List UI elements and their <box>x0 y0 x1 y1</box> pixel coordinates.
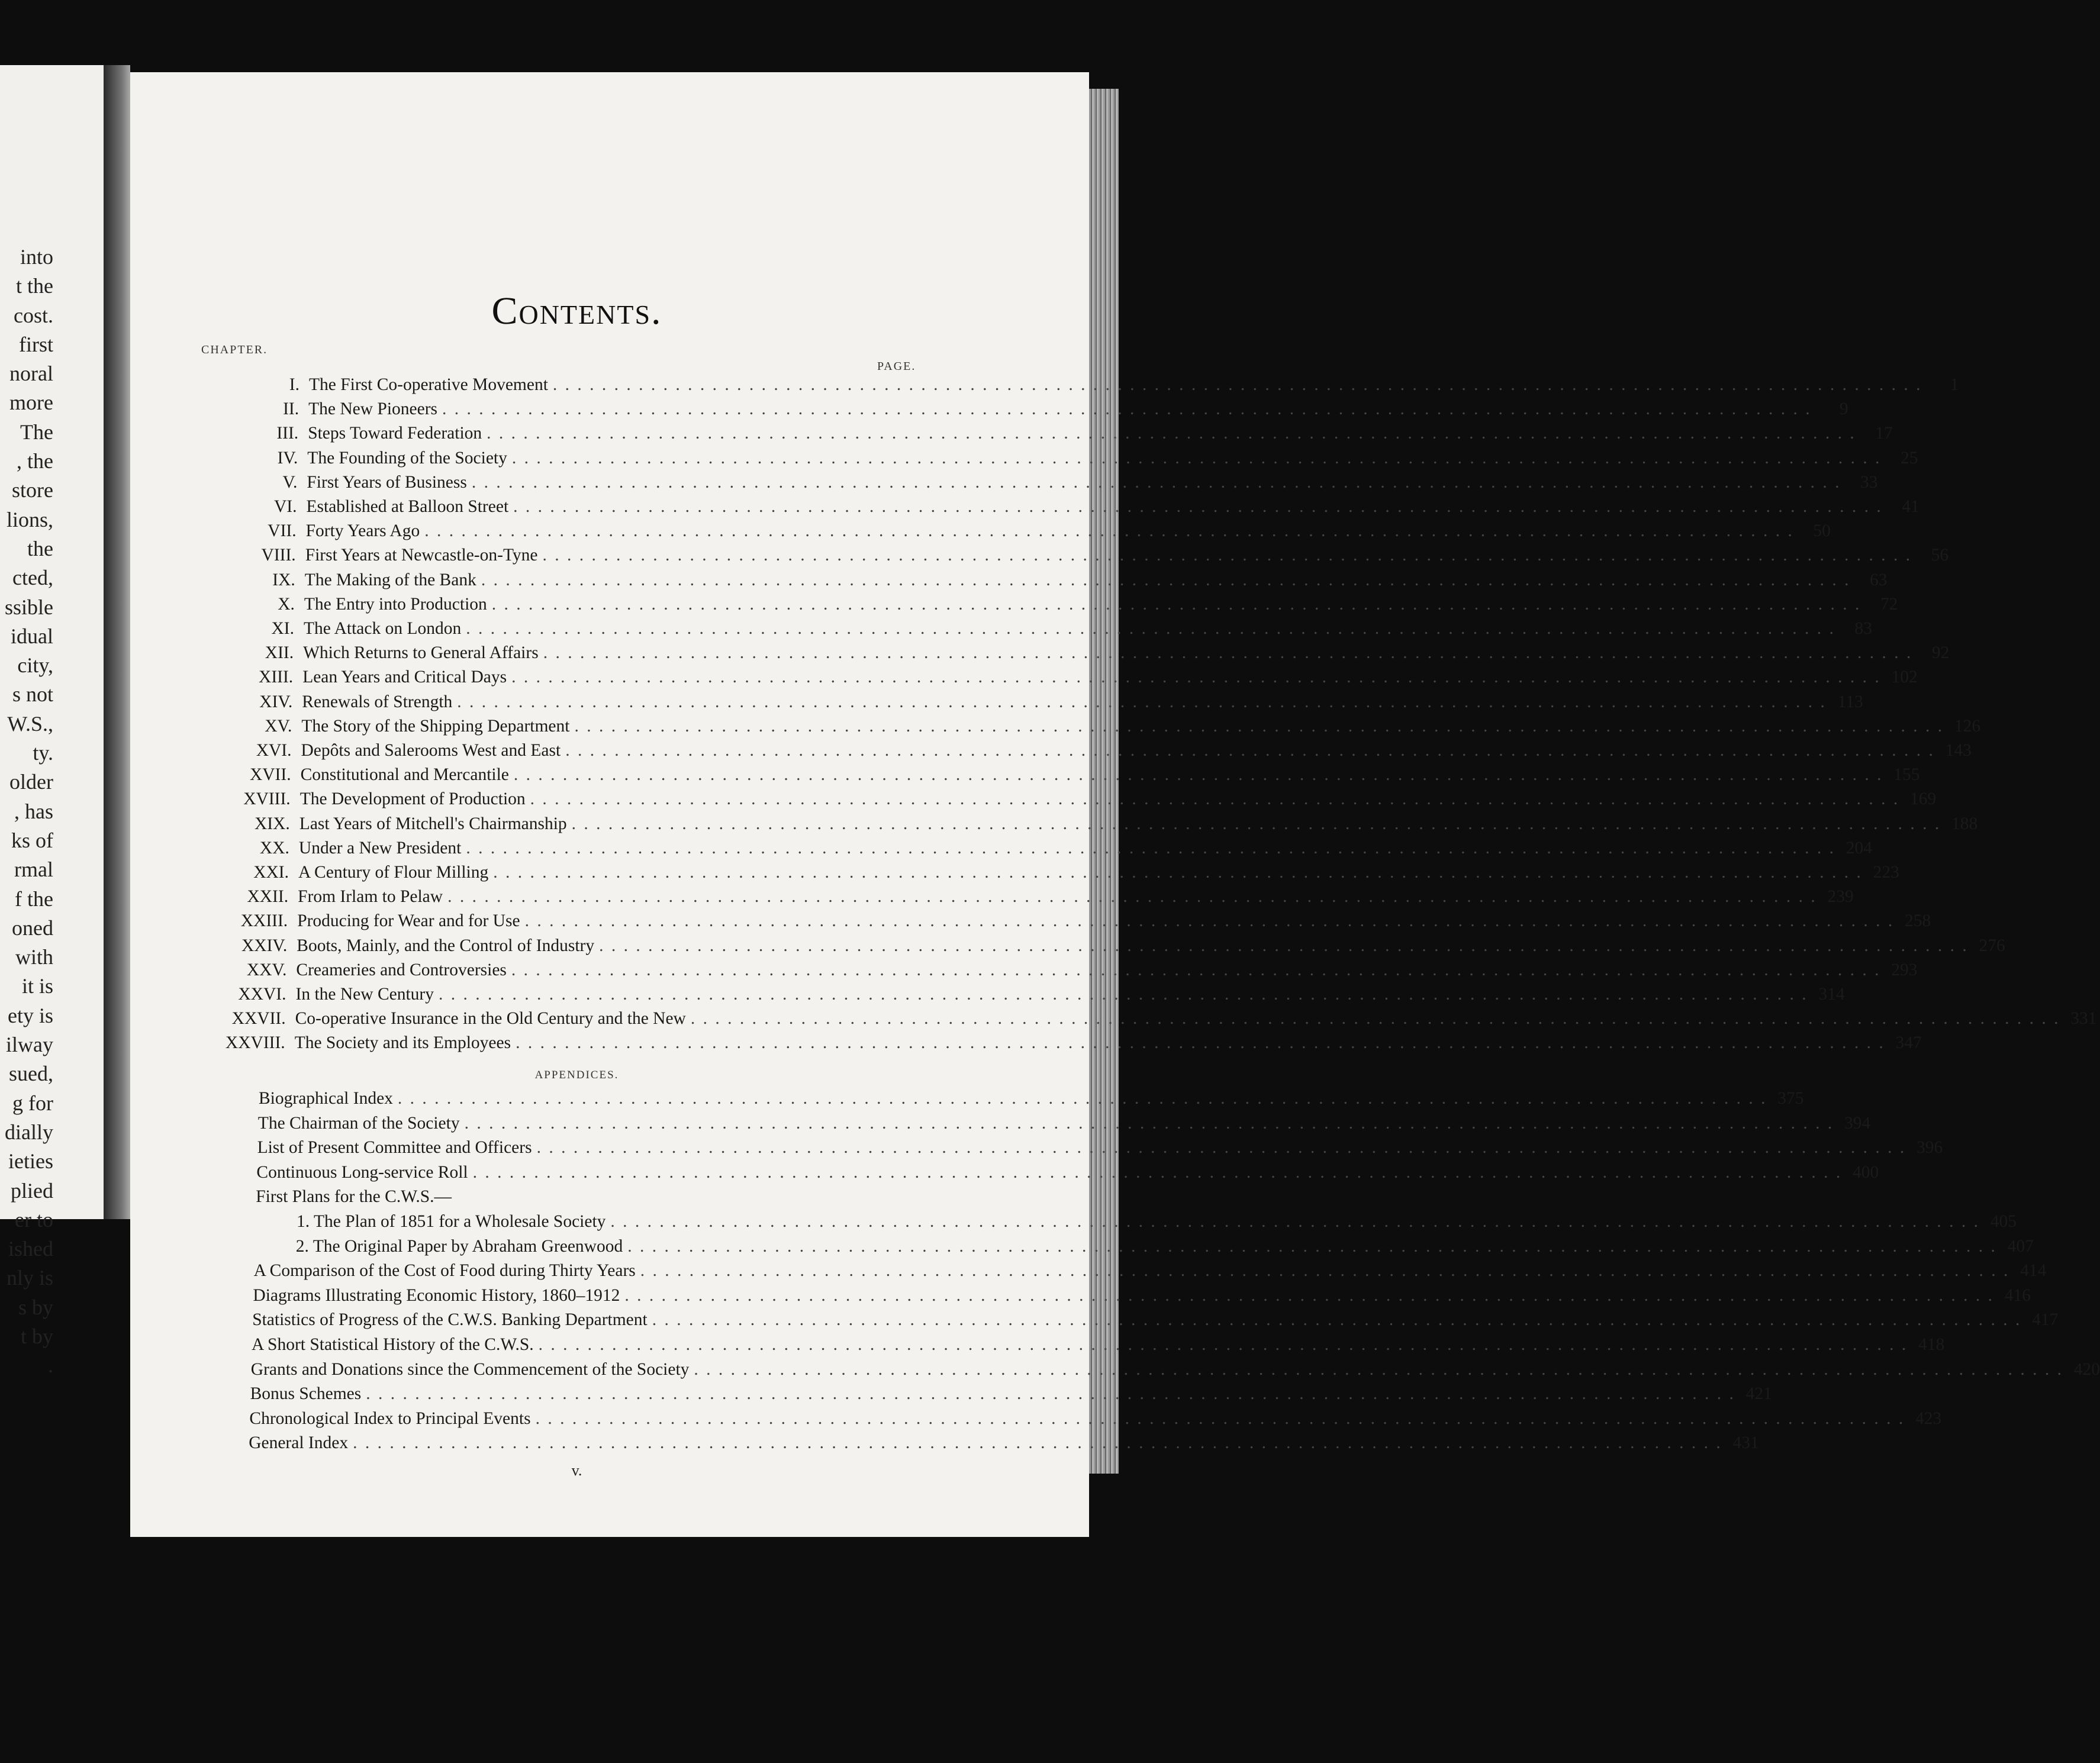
chapter-title: Last Years of Mitchell's Chairmanship <box>299 814 567 833</box>
facing-page-line: noral <box>9 362 53 386</box>
appendix-title: 1. The Plan of 1851 for a Wholesale Society <box>297 1212 606 1231</box>
chapter-page: 204 <box>1845 838 1872 858</box>
leader-dots <box>516 1031 1885 1055</box>
chapter-title: Lean Years and Critical Days <box>302 668 507 687</box>
chapter-page: 92 <box>1931 643 1950 663</box>
appendix-title: First Plans for the C.W.S.— <box>256 1187 452 1207</box>
facing-page-line: the <box>27 536 53 560</box>
facing-page-line: g for <box>12 1091 53 1115</box>
chapter-entry <box>162 543 1949 567</box>
chapter-title: The Entry into Production <box>304 594 487 614</box>
appendix-title: Continuous Long-service Roll <box>256 1162 468 1182</box>
chapter-page: 169 <box>1910 789 1937 809</box>
chapter-number: X. <box>278 594 295 614</box>
page-number: v. <box>571 1462 582 1479</box>
chapter-entry <box>163 519 1831 543</box>
facing-page-line: plied <box>11 1178 53 1203</box>
appendix-entry <box>250 1358 2100 1381</box>
chapter-page: 143 <box>1945 741 1972 760</box>
facing-page-line: W.S., <box>7 711 53 736</box>
chapter-title: The First Co-operative Movement <box>309 375 548 394</box>
chapter-entry <box>165 397 1848 421</box>
leader-dots <box>543 641 1913 665</box>
leader-dots <box>487 421 1856 445</box>
chapter-entry <box>160 641 1950 665</box>
leader-dots <box>652 1308 2022 1332</box>
chapter-entry <box>154 909 1931 933</box>
leader-dots <box>640 1259 2010 1282</box>
leader-dots <box>439 982 1808 1006</box>
appendix-entry <box>249 1407 1942 1430</box>
facing-page-line: lions, <box>6 507 53 531</box>
leader-dots <box>511 958 1881 982</box>
appendix-entry <box>250 1382 1772 1406</box>
leader-dots <box>627 1235 1997 1258</box>
chapter-entry <box>160 617 1872 640</box>
facing-page-line: it is <box>21 974 53 998</box>
chapter-title: Boots, Mainly, and the Control of Industry <box>297 936 595 955</box>
facing-page-line: first <box>19 332 53 356</box>
facing-page-line: , has <box>14 799 53 823</box>
chapter-title: A Century of Flour Milling <box>298 863 489 882</box>
appendix-entry <box>252 1333 1945 1356</box>
appendix-title: Chronological Index to Principal Events <box>249 1409 531 1428</box>
chapter-entry <box>156 836 1872 860</box>
facing-page-line: dially <box>5 1120 53 1144</box>
leader-dots <box>492 592 1861 616</box>
facing-page-line: ished <box>8 1237 53 1261</box>
chapter-entry <box>153 982 1845 1006</box>
facing-page-line: nly is <box>6 1266 53 1290</box>
appendix-page: 421 <box>1745 1384 1772 1404</box>
appendix-title: Biographical Index <box>259 1089 393 1108</box>
chapter-number: XXVI. <box>238 985 286 1004</box>
chapter-entry <box>159 690 1863 714</box>
chapter-number: XV. <box>265 716 292 736</box>
appendix-title: The Chairman of the Society <box>257 1113 460 1133</box>
chapter-title: Forty Years Ago <box>305 521 420 541</box>
chapter-entry <box>152 1031 1922 1055</box>
facing-page-line: sued, <box>9 1062 53 1086</box>
appendices-heading: APPENDICES. <box>534 1069 619 1081</box>
appendix-title: A Comparison of the Cost of Food during Thirty Years <box>253 1261 636 1281</box>
leader-dots <box>457 690 1827 714</box>
facing-page-line: store <box>12 478 53 502</box>
appendix-entry <box>255 1210 2017 1233</box>
appendix-page: 375 <box>1777 1089 1804 1108</box>
facing-page-line: er to <box>15 1207 53 1232</box>
chapter-entry <box>157 763 1920 787</box>
chapter-page: 17 <box>1875 424 1893 443</box>
chapter-title: Renewals of Strength <box>302 692 453 711</box>
leader-dots <box>398 1087 1767 1110</box>
facing-page-line: into <box>20 245 53 269</box>
chapter-number: XVIII. <box>243 789 291 809</box>
chapter-entry <box>163 495 1919 518</box>
chapter-number: III. <box>276 424 299 443</box>
chapter-number: XXIV. <box>241 936 288 955</box>
leader-dots <box>512 446 1882 470</box>
chapter-number: XXI. <box>253 863 289 882</box>
appendix-page: 400 <box>1853 1162 1879 1182</box>
chapter-entry <box>163 470 1878 494</box>
chapter-title: First Years at Newcastle-on-Tyne <box>305 546 538 565</box>
appendix-title: Statistics of Progress of the C.W.S. Banking Department <box>252 1310 648 1330</box>
chapter-title: Producing for Wear and for Use <box>297 911 520 931</box>
facing-page-line: ssible <box>4 595 53 619</box>
chapter-page: 331 <box>2070 1009 2097 1029</box>
chapter-number: XXVII. <box>231 1009 286 1029</box>
appendix-title: A Short Statistical History of the C.W.S. <box>252 1335 534 1354</box>
chapter-entry <box>162 568 1888 592</box>
facing-page-line: s by <box>18 1295 53 1319</box>
appendix-entry <box>253 1284 2031 1307</box>
appendix-page: 396 <box>1916 1138 1943 1158</box>
chapter-page: 33 <box>1860 472 1878 492</box>
facing-page-line: older <box>9 770 53 794</box>
chapter-entry <box>158 739 1972 762</box>
chapter-title: Under a New President <box>298 838 462 858</box>
facing-page-line: cted, <box>12 566 53 590</box>
chapter-number: VII. <box>268 521 297 541</box>
appendix-page: 407 <box>2007 1236 2034 1256</box>
book-gutter <box>104 65 130 1219</box>
facing-page-text <box>5 243 53 1381</box>
chapter-title: First Years of Business <box>307 472 467 492</box>
leader-dots <box>511 665 1881 689</box>
facing-page-line: f the <box>15 887 53 911</box>
chapter-title: The Story of the Shipping Department <box>301 716 570 736</box>
facing-page-line: ety is <box>8 1003 53 1027</box>
chapter-column-heading: CHAPTER. <box>201 343 268 356</box>
appendix-entry <box>255 1235 2034 1258</box>
leader-dots <box>465 1111 1834 1135</box>
chapter-number: XXIII. <box>240 911 288 931</box>
chapter-page: 56 <box>1931 546 1949 565</box>
appendix-page: 418 <box>1918 1335 1945 1354</box>
chapter-title: The New Pioneers <box>308 399 438 419</box>
leader-dots <box>513 495 1883 518</box>
facing-page-line: idual <box>11 624 53 648</box>
leader-dots <box>691 1007 2060 1030</box>
chapter-page: 1 <box>1950 375 1959 394</box>
chapter-number: XVII. <box>249 765 291 785</box>
chapter-entry <box>161 592 1898 616</box>
appendix-entry <box>253 1259 2047 1282</box>
chapter-page: 9 <box>1839 399 1848 419</box>
chapter-page: 113 <box>1837 692 1863 711</box>
leader-dots <box>694 1358 2063 1381</box>
chapter-title: The Making of the Bank <box>304 570 476 589</box>
facing-page-line: ty. <box>33 741 53 765</box>
appendix-entry <box>256 1185 897 1208</box>
chapter-entry <box>155 860 1899 884</box>
leader-dots <box>610 1210 1980 1233</box>
chapter-entry <box>159 665 1918 689</box>
chapter-title: Steps Toward Federation <box>308 424 482 443</box>
facing-page-line: city, <box>17 653 53 678</box>
chapter-title: Co-operative Insurance in the Old Century and the New <box>295 1009 686 1029</box>
leader-dots <box>543 543 1912 567</box>
chapter-number: XVI. <box>256 741 292 760</box>
facing-page-line: ks of <box>11 828 53 852</box>
leader-dots <box>447 885 1817 908</box>
chapter-entry <box>158 714 1981 738</box>
chapter-title: Which Returns to General Affairs <box>303 643 539 663</box>
leader-dots <box>574 714 1944 738</box>
leader-dots <box>624 1284 1994 1307</box>
chapter-page: 25 <box>1901 448 1918 468</box>
appendix-page: 416 <box>2004 1285 2031 1305</box>
chapter-title: In the New Century <box>295 985 434 1004</box>
facing-page-line: , the <box>17 449 53 473</box>
page-column-heading: PAGE. <box>877 360 916 373</box>
leader-dots <box>353 1431 1722 1455</box>
chapter-number: XXVIII. <box>225 1033 285 1053</box>
chapter-page: 155 <box>1893 765 1920 785</box>
facing-page-line: ilway <box>6 1033 53 1057</box>
chapter-page: 63 <box>1869 570 1888 589</box>
appendix-entry <box>259 1087 1804 1110</box>
facing-page-left <box>0 65 104 1378</box>
leader-dots <box>466 617 1835 640</box>
chapter-title: Creameries and Controversies <box>296 960 507 979</box>
appendix-title: 2. The Original Paper by Abraham Greenwood <box>295 1236 623 1256</box>
chapter-number: XXV. <box>246 960 287 979</box>
appendix-title: Grants and Donations since the Commencement of the Society <box>250 1359 690 1379</box>
chapter-number: XI. <box>271 619 294 638</box>
appendix-title: Bonus Schemes <box>250 1384 362 1404</box>
chapter-number: XIX. <box>254 814 290 833</box>
leader-dots <box>473 1161 1843 1184</box>
chapter-number: V. <box>282 472 298 492</box>
leader-dots <box>537 1136 1906 1159</box>
appendix-entry <box>256 1161 1879 1184</box>
chapter-number: XIII. <box>259 668 294 687</box>
chapter-number: VIII. <box>261 546 296 565</box>
appendix-title: List of Present Committee and Officers <box>257 1138 532 1158</box>
chapter-page: 102 <box>1891 668 1918 687</box>
appendix-page: 414 <box>2020 1261 2047 1281</box>
chapter-entry <box>154 885 1854 908</box>
facing-page-line: with <box>15 945 53 969</box>
appendix-title: Diagrams Illustrating Economic History, 1860–1912 <box>253 1285 620 1305</box>
chapter-entry <box>152 1007 2097 1030</box>
leader-dots <box>530 787 1900 811</box>
chapter-title: From Irlam to Pelaw <box>298 887 443 907</box>
chapter-number: IV. <box>277 448 298 468</box>
chapter-title: The Society and its Employees <box>294 1033 511 1053</box>
leader-dots <box>536 1407 1905 1430</box>
facing-page-line: ieties <box>8 1149 53 1174</box>
appendix-page: 420 <box>2073 1359 2100 1379</box>
chapter-page: 223 <box>1873 863 1899 882</box>
leader-dots <box>525 909 1895 933</box>
leader-dots <box>565 739 1935 762</box>
leader-dots <box>481 568 1851 592</box>
chapter-page: 188 <box>1951 814 1978 833</box>
chapter-page: 83 <box>1854 619 1872 638</box>
chapter-page: 276 <box>1979 936 2005 955</box>
facing-page-line: s not <box>12 682 53 707</box>
chapter-page: 258 <box>1904 911 1931 931</box>
leader-dots <box>514 763 1883 787</box>
leader-dots <box>493 860 1863 884</box>
chapter-page: 50 <box>1813 521 1831 541</box>
chapter-number: VI. <box>273 497 297 516</box>
chapter-page: 347 <box>1895 1033 1922 1053</box>
facing-page-line: t by <box>20 1324 53 1348</box>
page-title: Contents. <box>491 289 662 333</box>
chapter-entry <box>153 958 1918 982</box>
chapter-entry <box>165 421 1893 445</box>
chapter-entry <box>164 446 1918 470</box>
chapter-title: Constitutional and Mercantile <box>300 765 509 785</box>
facing-page-line: cost. <box>14 303 53 327</box>
leader-dots <box>466 836 1835 860</box>
facing-page-line: . <box>48 1353 53 1378</box>
chapter-title: Established at Balloon Street <box>306 497 509 516</box>
chapter-title: The Founding of the Society <box>307 448 507 468</box>
appendix-page: 423 <box>1915 1409 1942 1428</box>
chapter-number: XIV. <box>259 692 293 711</box>
appendix-entry <box>257 1136 1943 1159</box>
chapter-entry <box>153 934 2005 958</box>
facing-page-line: oned <box>12 916 53 940</box>
appendix-page: 405 <box>1990 1212 2017 1231</box>
leader-dots <box>366 1382 1735 1406</box>
facing-page-line: The <box>20 420 53 444</box>
chapter-page: 41 <box>1902 497 1919 516</box>
appendix-page: 417 <box>2032 1310 2059 1330</box>
chapter-number: IX. <box>272 570 295 589</box>
appendix-title: General Index <box>249 1433 349 1453</box>
chapter-title: The Attack on London <box>304 619 462 638</box>
chapter-number: II. <box>283 399 299 419</box>
chapter-number: XXII. <box>247 887 289 907</box>
chapter-entry <box>157 787 1937 811</box>
chapter-page: 239 <box>1827 887 1854 907</box>
appendix-entry <box>249 1431 1759 1455</box>
chapter-page: 314 <box>1818 985 1845 1004</box>
facing-page-line: rmal <box>14 858 53 882</box>
chapter-number: XII. <box>265 643 294 663</box>
leader-dots <box>424 519 1794 543</box>
leader-dots <box>442 397 1812 421</box>
leader-dots <box>553 373 1922 397</box>
chapter-title: The Development of Production <box>299 789 526 809</box>
leader-dots <box>472 470 1841 494</box>
facing-page-line: more <box>9 391 53 415</box>
chapter-page: 126 <box>1954 716 1981 736</box>
leader-dots <box>572 812 1941 836</box>
chapter-title: Depôts and Salerooms West and East <box>301 741 561 760</box>
chapter-number: XX. <box>259 838 289 858</box>
appendix-entry <box>252 1308 2059 1332</box>
appendix-page: 431 <box>1732 1433 1759 1453</box>
chapter-page: 72 <box>1880 594 1898 614</box>
chapter-number: I. <box>289 375 299 394</box>
appendix-page: 394 <box>1844 1113 1871 1133</box>
facing-page-line: t the <box>16 274 53 298</box>
chapter-entry <box>156 812 1978 836</box>
leader-dots <box>599 934 1969 958</box>
appendix-entry <box>257 1111 1871 1135</box>
chapter-page: 293 <box>1891 960 1918 979</box>
chapter-entry <box>166 373 1959 397</box>
leader-dots <box>539 1333 1908 1356</box>
